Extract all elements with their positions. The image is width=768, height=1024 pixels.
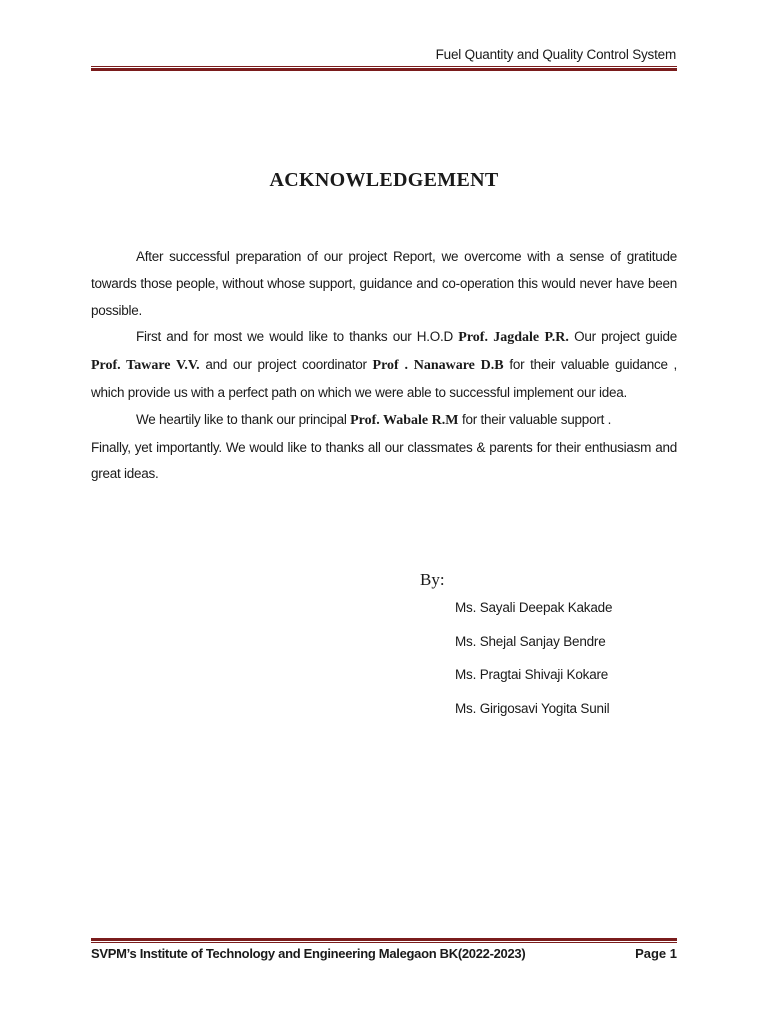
p3-text-2: for their valuable support . — [458, 411, 612, 427]
page-title: ACKNOWLEDGEMENT — [269, 169, 499, 191]
header-rule-thin — [91, 66, 677, 67]
author-name: Ms. Sayali Deepak Kakade — [455, 600, 613, 615]
p3-text-1: We heartily like to thank our principal — [136, 411, 351, 427]
p2-text-1: First and for most we would like to thanks our H.O.D — [136, 329, 459, 345]
author-name: Ms. Girigosavi Yogita Sunil — [455, 700, 610, 716]
principal-name: Prof. Wabale R.M — [350, 412, 459, 428]
header-rule-thick — [91, 68, 677, 71]
footer-rule-thick — [91, 938, 677, 941]
p2-text-3: and our project coordinator — [199, 357, 373, 373]
footer-page-number: Page 1 — [635, 946, 677, 961]
coordinator-name: Prof . Nanaware D.B — [372, 358, 504, 374]
paragraph-3 — [91, 407, 677, 435]
author-name: Ms. Pragtai Shivaji Kokare — [455, 667, 609, 682]
p2-text-4: for their valuable guidance , which provide us with a perfect path on which we were able to successful implement our idea. — [91, 357, 677, 400]
acknowledgement-body — [91, 244, 677, 488]
header-title: Fuel Quantity and Quality Control System — [435, 47, 676, 62]
footer-rule-thin — [91, 942, 677, 943]
by-label: By: — [420, 570, 445, 589]
guide-name: Prof. Taware V.V. — [91, 358, 200, 374]
hod-name: Prof. Jagdale P.R. — [458, 330, 569, 346]
footer-institute: SVPM’s Institute of Technology and Engineering Malegaon BK(2022-2023) — [91, 946, 526, 961]
paragraph-2 — [91, 324, 677, 406]
paragraph-1: After successful preparation of our project Report, we overcome with a sense of gratitude towards those people, without whose support, guidance and co-operation this would never have been possible. — [91, 249, 677, 318]
paragraph-4: Finally, yet importantly. We would like to thanks all our classmates & parents for their enthusiasm and great ideas. — [91, 439, 677, 482]
author-list — [455, 598, 612, 732]
p2-text-2: Our project guide — [568, 329, 678, 345]
author-name: Ms. Shejal Sanjay Bendre — [455, 633, 606, 649]
